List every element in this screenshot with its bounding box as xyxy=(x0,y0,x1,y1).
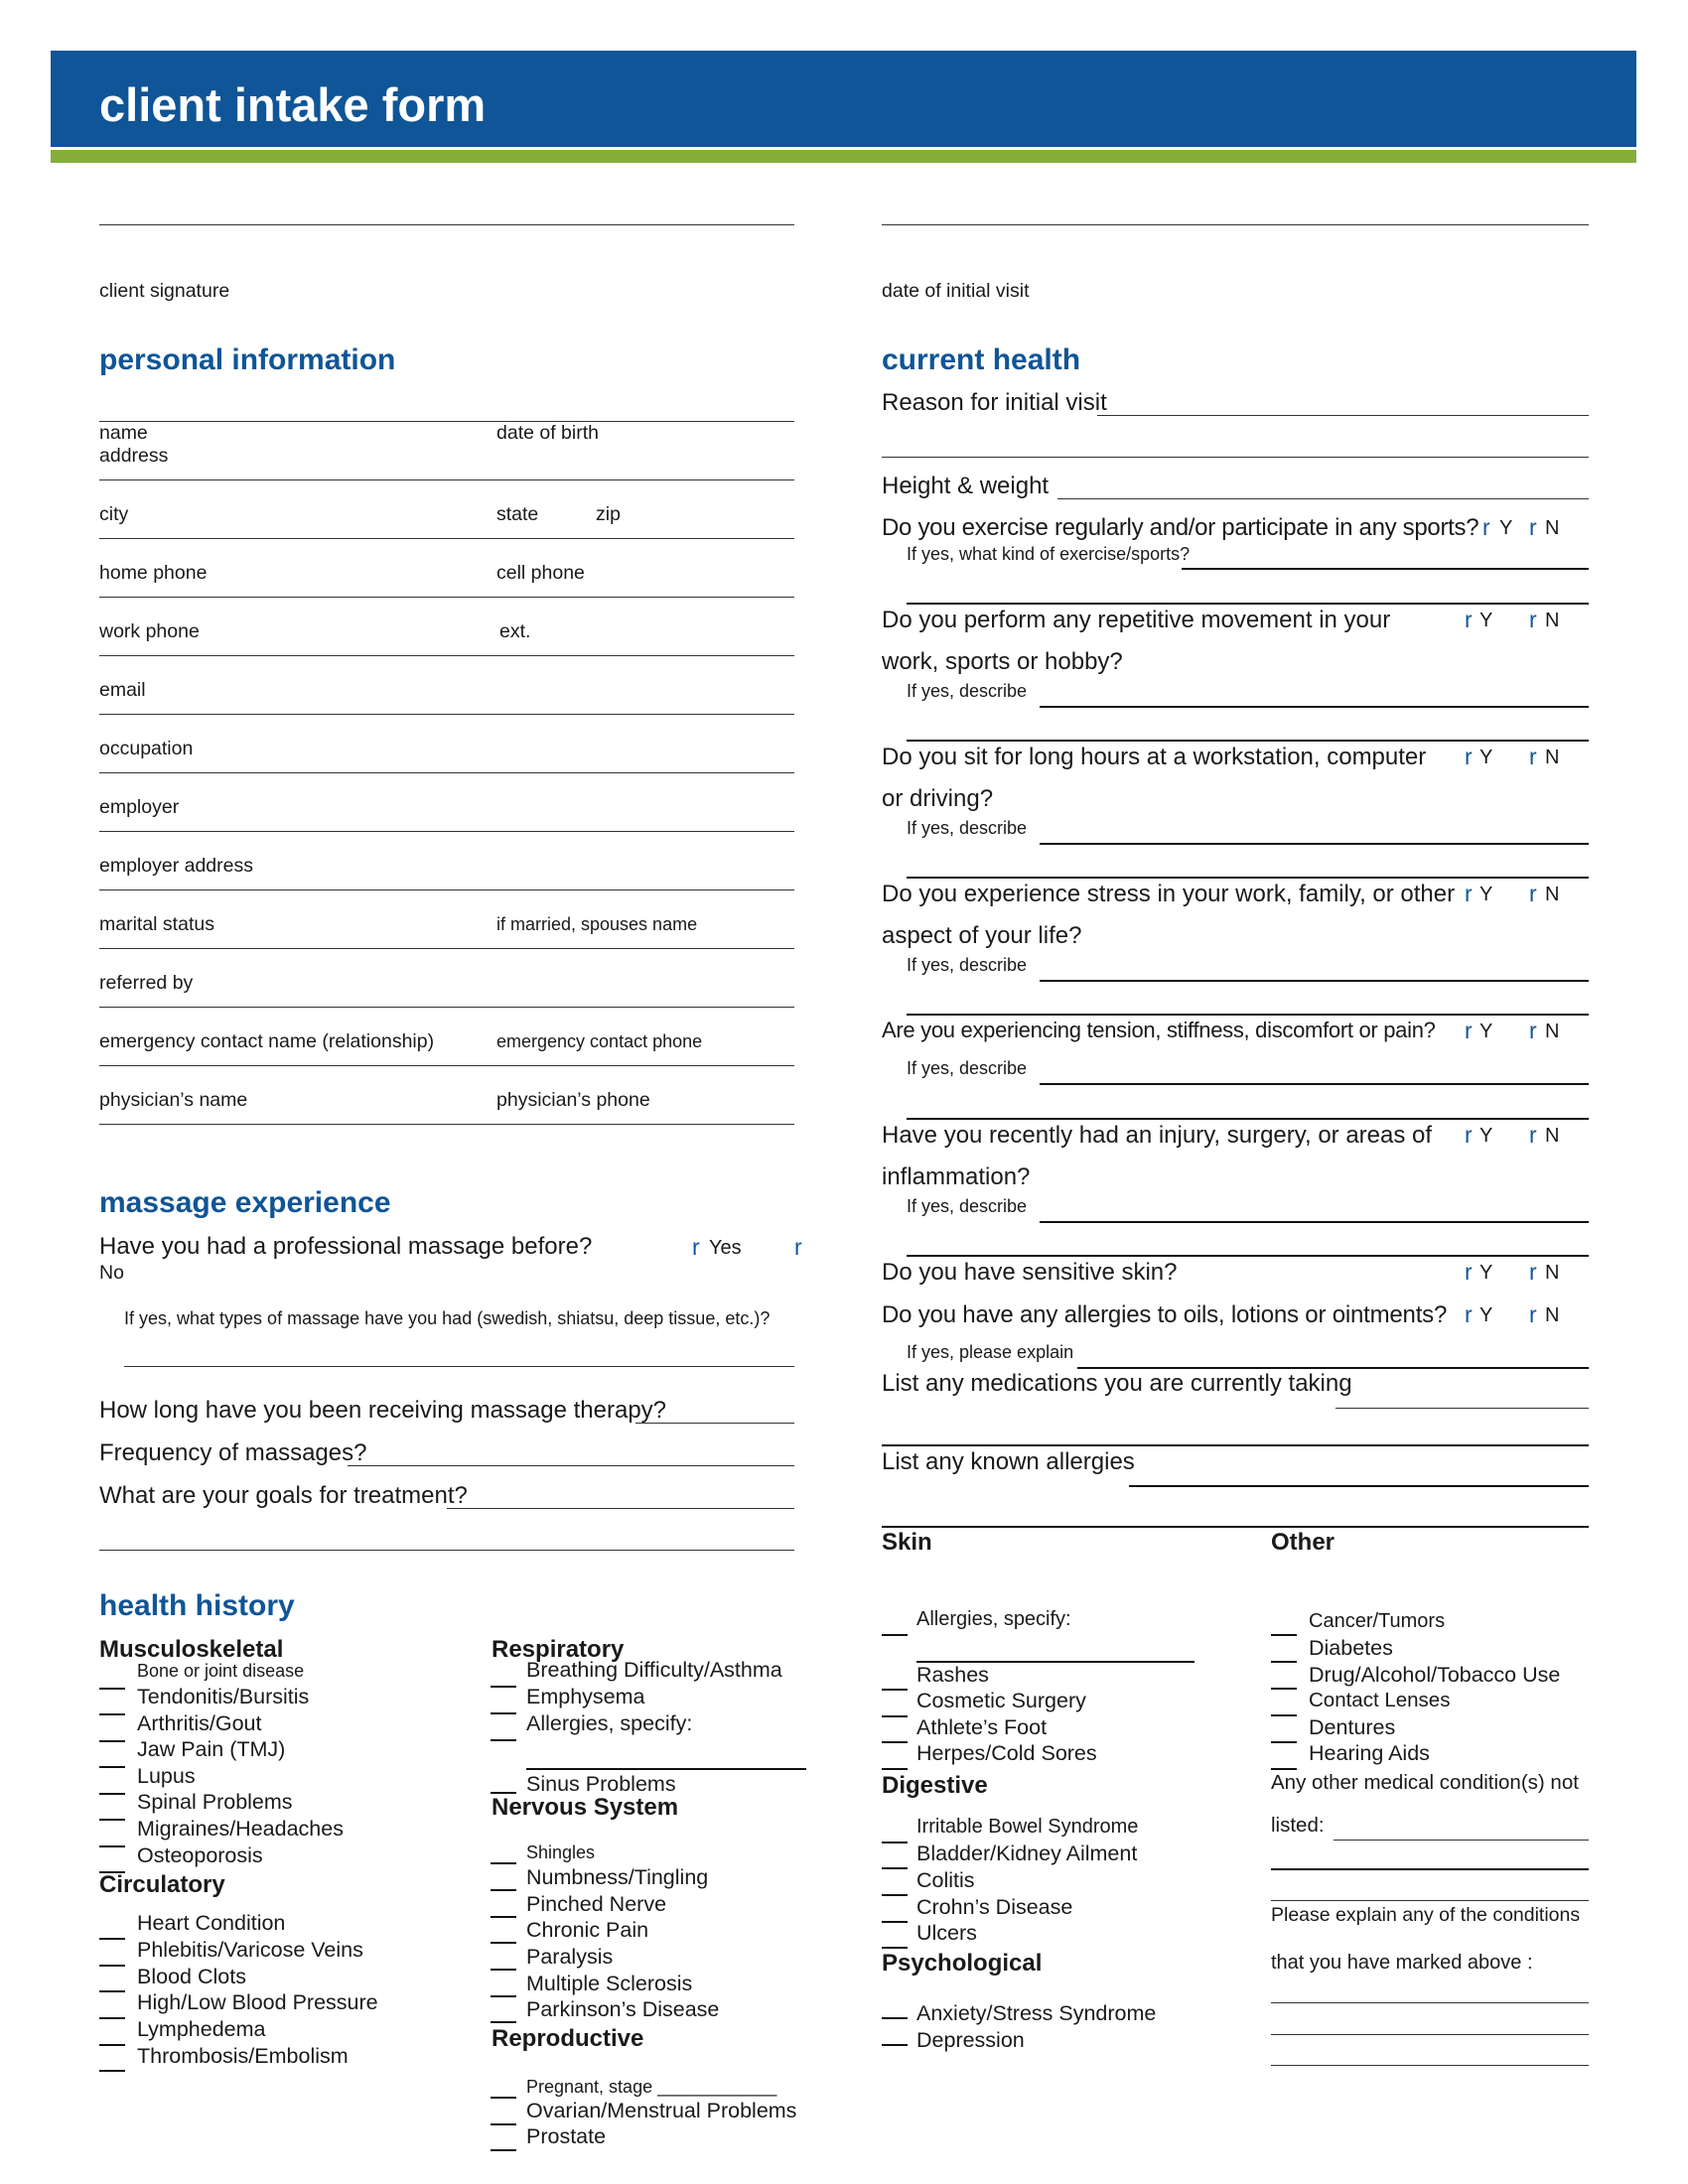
other-checkbox[interactable] xyxy=(1271,1661,1297,1663)
how-long-question: How long have you been receiving massage therapy? xyxy=(99,1397,667,1424)
skin-checkbox[interactable] xyxy=(882,1634,908,1636)
psychological-item: Depression xyxy=(916,2028,1025,2052)
respiratory-heading: Respiratory xyxy=(492,1636,625,1663)
nervous-heading: Nervous System xyxy=(492,1794,679,1821)
digestive-item: Irritable Bowel Syndrome xyxy=(916,1816,1139,1838)
skin-item: Athlete’s Foot xyxy=(916,1715,1048,1739)
oil-allergy-yes-checkbox[interactable]: r xyxy=(1465,1301,1473,1327)
reproductive-item: Ovarian/Menstrual Problems xyxy=(526,2099,797,2122)
circulatory-heading: Circulatory xyxy=(99,1871,225,1898)
nervous-item: Chronic Pain xyxy=(526,1918,649,1942)
other-item: Diabetes xyxy=(1309,1636,1393,1660)
tension-describe-line-2[interactable] xyxy=(907,1118,1589,1120)
tension-question: Are you experiencing tension, stiffness, discomfort or pain? xyxy=(882,1018,1436,1042)
stress-no-checkbox[interactable]: r xyxy=(1529,881,1537,906)
injury-no-label: N xyxy=(1545,1125,1560,1147)
sit-describe-prompt: If yes, describe xyxy=(907,818,1028,838)
injury-yes-checkbox[interactable]: r xyxy=(1465,1122,1473,1148)
health-history-heading: health history xyxy=(99,1589,295,1622)
other-item: Cancer/Tumors xyxy=(1309,1610,1446,1632)
musculo-item: Arthritis/Gout xyxy=(137,1711,262,1735)
injury-question: Have you recently had an injury, surgery, or areas of xyxy=(882,1122,1433,1149)
repetitive-no-label: N xyxy=(1545,610,1560,631)
exercise-yes-checkbox[interactable]: r xyxy=(1482,514,1490,540)
stress-describe-line[interactable] xyxy=(1040,980,1589,982)
circulatory-item: Blood Clots xyxy=(137,1965,246,1988)
repetitive-yes-label: Y xyxy=(1479,610,1493,631)
explain-line-3[interactable] xyxy=(1271,2065,1589,2066)
nervous-item: Numbness/Tingling xyxy=(526,1865,709,1889)
work-phone-label: work phone xyxy=(99,620,200,642)
exercise-kind-prompt: If yes, what kind of exercise/sports? xyxy=(907,544,1191,564)
digestive-item: Colitis xyxy=(916,1868,975,1892)
reason-line-2[interactable] xyxy=(882,457,1589,458)
respiratory-checkbox[interactable] xyxy=(491,1739,516,1741)
nervous-checkbox[interactable] xyxy=(491,1969,516,1971)
skin-item: Cosmetic Surgery xyxy=(916,1689,1086,1712)
goals-question: What are your goals for treatment? xyxy=(99,1482,468,1509)
zip-label: zip xyxy=(596,503,621,525)
frequency-line[interactable] xyxy=(348,1465,794,1466)
circulatory-item: Heart Condition xyxy=(137,1911,286,1935)
stress-describe-line-2[interactable] xyxy=(907,1014,1589,1016)
spouse-name-label: if married, spouses name xyxy=(496,914,698,934)
musculo-checkbox[interactable] xyxy=(99,1766,125,1768)
nervous-checkbox[interactable] xyxy=(491,1916,516,1918)
massage-types-prompt: If yes, what types of massage have you had (swedish, shiatsu, deep tissue, etc.)? xyxy=(124,1308,771,1328)
stress-question-2: aspect of your life? xyxy=(882,922,1082,949)
musculo-checkbox[interactable] xyxy=(99,1819,125,1821)
injury-describe-prompt: If yes, describe xyxy=(907,1196,1028,1216)
height-weight-line[interactable] xyxy=(1057,498,1589,499)
injury-no-checkbox[interactable]: r xyxy=(1529,1122,1537,1148)
other-condition-label: Any other medical condition(s) not xyxy=(1271,1771,1579,1794)
circulatory-checkbox[interactable] xyxy=(99,2017,125,2019)
musculo-item: Jaw Pain (TMJ) xyxy=(137,1737,286,1761)
marital-status-label: marital status xyxy=(99,913,214,935)
tension-describe-prompt: If yes, describe xyxy=(907,1058,1028,1078)
state-label: state xyxy=(496,503,539,525)
circulatory-item: Phlebitis/Varicose Veins xyxy=(137,1938,363,1962)
nervous-item: Pinched Nerve xyxy=(526,1892,667,1916)
physician-phone-label: physician’s phone xyxy=(496,1089,650,1111)
physician-name-label: physician’s name xyxy=(99,1089,248,1111)
skin-item: Allergies, specify: xyxy=(916,1608,1071,1630)
reproductive-item: Prostate xyxy=(526,2124,607,2148)
phone-line[interactable] xyxy=(99,597,794,598)
other-checkbox[interactable] xyxy=(1271,1714,1297,1716)
accent-band xyxy=(51,150,1636,163)
massage-before-question: Have you had a professional massage before? xyxy=(99,1233,593,1260)
massage-types-line[interactable] xyxy=(124,1366,794,1367)
other-checkbox[interactable] xyxy=(1271,1688,1297,1690)
address-line[interactable] xyxy=(99,479,794,480)
explain-label: Please explain any of the conditions xyxy=(1271,1904,1581,1926)
sit-question: Do you sit for long hours at a workstation, computer xyxy=(882,744,1427,770)
skin-checkbox[interactable] xyxy=(882,1715,908,1717)
psychological-checkbox[interactable] xyxy=(882,2017,908,2019)
repetitive-yes-checkbox[interactable]: r xyxy=(1465,607,1473,632)
dob-label: date of birth xyxy=(496,422,599,444)
form-title: client intake form xyxy=(99,78,487,131)
skin-no-checkbox[interactable]: r xyxy=(1529,1259,1537,1285)
musculo-item: Bone or joint disease xyxy=(137,1661,305,1681)
sit-question-2: or driving? xyxy=(882,785,994,812)
reason-question: Reason for initial visit xyxy=(882,389,1107,416)
tension-no-label: N xyxy=(1545,1021,1560,1042)
goals-line[interactable] xyxy=(447,1508,794,1509)
injury-question-2: inflammation? xyxy=(882,1163,1031,1190)
reproductive-item: Pregnant, stage ____________ xyxy=(526,2077,777,2097)
nervous-item: Paralysis xyxy=(526,1945,614,1969)
respiratory-allergies-line[interactable] xyxy=(526,1768,806,1770)
psychological-heading: Psychological xyxy=(882,1950,1043,1977)
musculo-checkbox[interactable] xyxy=(99,1688,125,1690)
other-item: Dentures xyxy=(1309,1715,1396,1739)
marital-line[interactable] xyxy=(99,948,794,949)
name-label: name xyxy=(99,422,148,444)
skin-no-label: N xyxy=(1545,1262,1560,1284)
address-label: address xyxy=(99,445,169,467)
digestive-checkbox[interactable] xyxy=(882,1921,908,1923)
psychological-checkbox[interactable] xyxy=(882,2044,908,2046)
reason-line[interactable] xyxy=(1097,415,1589,416)
oil-allergy-explain-line[interactable] xyxy=(1077,1367,1589,1369)
other-checkbox[interactable] xyxy=(1271,1768,1297,1770)
sensitive-skin-question: Do you have sensitive skin? xyxy=(882,1259,1178,1286)
massage-yes-label: Yes xyxy=(709,1237,742,1259)
occupation-line[interactable] xyxy=(99,772,794,773)
repetitive-describe-line-2[interactable] xyxy=(907,740,1589,742)
stress-yes-checkbox[interactable]: r xyxy=(1465,881,1473,906)
emergency-line[interactable] xyxy=(99,1065,794,1066)
musculo-item: Spinal Problems xyxy=(137,1790,293,1814)
exercise-no-checkbox[interactable]: r xyxy=(1529,514,1537,540)
nervous-checkbox[interactable] xyxy=(491,2021,516,2023)
skin-item: Herpes/Cold Sores xyxy=(916,1741,1097,1765)
circulatory-checkbox[interactable] xyxy=(99,1938,125,1940)
email-line[interactable] xyxy=(99,714,794,715)
respiratory-item: Allergies, specify: xyxy=(526,1711,693,1735)
other-condition-line[interactable] xyxy=(1334,1840,1589,1841)
skin-checkbox[interactable] xyxy=(882,1741,908,1743)
employer-line[interactable] xyxy=(99,831,794,832)
repetitive-question: Do you perform any repetitive movement in your xyxy=(882,607,1391,633)
explain-label-2: that you have marked above : xyxy=(1271,1952,1533,1974)
oil-allergy-yes-label: Y xyxy=(1479,1304,1493,1326)
signature-line[interactable] xyxy=(99,224,794,225)
circulatory-checkbox[interactable] xyxy=(99,1990,125,1992)
skin-heading: Skin xyxy=(882,1529,932,1556)
digestive-item: Ulcers xyxy=(916,1921,977,1945)
work-phone-line[interactable] xyxy=(99,655,794,656)
oil-allergy-explain-prompt: If yes, please explain xyxy=(907,1342,1074,1362)
other-heading: Other xyxy=(1271,1529,1336,1556)
physician-line[interactable] xyxy=(99,1124,794,1125)
skin-yes-label: Y xyxy=(1479,1262,1493,1284)
known-allergies-line[interactable] xyxy=(1129,1485,1589,1487)
nervous-item: Parkinson’s Disease xyxy=(526,1997,720,2021)
medications-line[interactable] xyxy=(1336,1408,1589,1409)
ext-label: ext. xyxy=(499,620,531,642)
occupation-label: occupation xyxy=(99,738,194,759)
other-condition-line-3[interactable] xyxy=(1271,1900,1589,1901)
explain-line-2[interactable] xyxy=(1271,2034,1589,2035)
respiratory-item: Sinus Problems xyxy=(526,1772,676,1796)
digestive-item: Crohn’s Disease xyxy=(916,1895,1073,1919)
current-health-heading: current health xyxy=(882,343,1081,376)
skin-checkbox[interactable] xyxy=(882,1689,908,1691)
circulatory-checkbox[interactable] xyxy=(99,2070,125,2072)
circulatory-checkbox[interactable] xyxy=(99,2044,125,2046)
repetitive-describe-prompt: If yes, describe xyxy=(907,681,1028,701)
circulatory-item: High/Low Blood Pressure xyxy=(137,1990,378,2014)
oil-allergy-question: Do you have any allergies to oils, lotions or ointments? xyxy=(882,1301,1448,1328)
employer-address-label: employer address xyxy=(99,855,253,877)
musculoskeletal-heading: Musculoskeletal xyxy=(99,1636,284,1663)
frequency-question: Frequency of massages? xyxy=(99,1439,367,1466)
nervous-checkbox[interactable] xyxy=(491,1862,516,1864)
oil-allergy-no-checkbox[interactable]: r xyxy=(1529,1301,1537,1327)
musculo-checkbox[interactable] xyxy=(99,1713,125,1715)
nervous-checkbox[interactable] xyxy=(491,1995,516,1997)
nervous-checkbox[interactable] xyxy=(491,1889,516,1891)
exercise-question: Do you exercise regularly and/or participate in any sports? xyxy=(882,514,1479,541)
exercise-yes-label: Y xyxy=(1499,517,1513,539)
sit-no-label: N xyxy=(1545,747,1560,768)
medications-line-2[interactable] xyxy=(882,1444,1589,1446)
exercise-kind-line[interactable] xyxy=(1182,568,1589,570)
home-phone-label: home phone xyxy=(99,562,208,584)
tension-yes-label: Y xyxy=(1479,1021,1493,1042)
reproductive-heading: Reproductive xyxy=(492,2025,644,2052)
massage-no-label: No xyxy=(99,1262,124,1284)
musculo-checkbox[interactable] xyxy=(99,1845,125,1847)
digestive-checkbox[interactable] xyxy=(882,1947,908,1949)
nervous-checkbox[interactable] xyxy=(491,1942,516,1944)
employer-label: employer xyxy=(99,796,180,818)
goals-line-2[interactable] xyxy=(99,1550,794,1551)
digestive-checkbox[interactable] xyxy=(882,1894,908,1896)
musculo-checkbox[interactable] xyxy=(99,1740,125,1742)
repetitive-describe-line[interactable] xyxy=(1040,706,1589,708)
other-checkbox[interactable] xyxy=(1271,1634,1297,1636)
exercise-no-label: N xyxy=(1545,517,1560,539)
injury-describe-line[interactable] xyxy=(1040,1221,1589,1223)
psychological-item: Anxiety/Stress Syndrome xyxy=(916,2001,1157,2025)
circulatory-checkbox[interactable] xyxy=(99,1965,125,1967)
stress-describe-prompt: If yes, describe xyxy=(907,955,1028,975)
sit-no-checkbox[interactable]: r xyxy=(1529,744,1537,769)
massage-yes-checkbox[interactable]: r xyxy=(692,1234,700,1260)
employer-address-line[interactable] xyxy=(99,889,794,890)
circulatory-item: Thrombosis/Embolism xyxy=(137,2044,349,2068)
sit-yes-checkbox[interactable]: r xyxy=(1465,744,1473,769)
digestive-item: Bladder/Kidney Ailment xyxy=(916,1842,1138,1865)
email-label: email xyxy=(99,679,146,701)
nervous-item: Shingles xyxy=(526,1843,596,1862)
massage-no-checkbox[interactable]: r xyxy=(794,1234,802,1260)
skin-yes-checkbox[interactable]: r xyxy=(1465,1259,1473,1285)
sit-describe-line-2[interactable] xyxy=(907,877,1589,879)
stress-no-label: N xyxy=(1545,884,1560,905)
other-checkbox[interactable] xyxy=(1271,1741,1297,1743)
referred-by-line[interactable] xyxy=(99,1007,794,1008)
emergency-phone-label: emergency contact phone xyxy=(496,1031,703,1051)
respiratory-checkbox[interactable] xyxy=(491,1712,516,1714)
other-item: Hearing Aids xyxy=(1309,1741,1430,1765)
tension-yes-checkbox[interactable]: r xyxy=(1465,1018,1473,1043)
other-item: Drug/Alcohol/Tobacco Use xyxy=(1309,1663,1561,1687)
circulatory-item: Lymphedema xyxy=(137,2017,266,2041)
oil-allergy-no-label: N xyxy=(1545,1304,1560,1326)
digestive-checkbox[interactable] xyxy=(882,1842,908,1843)
injury-yes-label: Y xyxy=(1479,1125,1493,1147)
medications-question: List any medications you are currently taking xyxy=(882,1370,1352,1397)
sit-describe-line[interactable] xyxy=(1040,843,1589,845)
sit-yes-label: Y xyxy=(1479,747,1493,768)
musculo-item: Tendonitis/Bursitis xyxy=(137,1685,310,1708)
musculo-item: Migraines/Headaches xyxy=(137,1817,344,1841)
skin-item: Rashes xyxy=(916,1663,989,1687)
other-item: Contact Lenses xyxy=(1309,1689,1451,1711)
initial-visit-date-label: date of initial visit xyxy=(882,280,1030,302)
stress-question: Do you experience stress in your work, family, or other xyxy=(882,881,1456,907)
client-signature-label: client signature xyxy=(99,280,230,302)
repetitive-question-2: work, sports or hobby? xyxy=(882,648,1123,675)
how-long-line[interactable] xyxy=(635,1423,794,1424)
musculo-item: Lupus xyxy=(137,1764,196,1788)
name-line[interactable] xyxy=(99,421,794,422)
known-allergies-question: List any known allergies xyxy=(882,1448,1135,1475)
respiratory-item: Breathing Difficulty/Asthma xyxy=(526,1658,782,1682)
repetitive-no-checkbox[interactable]: r xyxy=(1529,607,1537,632)
respiratory-item: Emphysema xyxy=(526,1685,645,1708)
respiratory-checkbox[interactable] xyxy=(491,1686,516,1688)
tension-describe-line[interactable] xyxy=(1040,1083,1589,1085)
cell-phone-label: cell phone xyxy=(496,562,585,584)
musculo-item: Osteoporosis xyxy=(137,1843,263,1867)
digestive-checkbox[interactable] xyxy=(882,1867,908,1869)
personal-info-heading: personal information xyxy=(99,343,396,376)
city-label: city xyxy=(99,503,129,525)
emergency-name-label: emergency contact name (relationship) xyxy=(99,1030,435,1052)
tension-no-checkbox[interactable]: r xyxy=(1529,1018,1537,1043)
other-condition-line-2[interactable] xyxy=(1271,1868,1589,1870)
city-line[interactable] xyxy=(99,538,794,539)
massage-heading: massage experience xyxy=(99,1186,391,1219)
reproductive-checkbox[interactable] xyxy=(491,2123,516,2125)
exercise-kind-line-2[interactable] xyxy=(907,603,1589,605)
explain-line[interactable] xyxy=(1271,2002,1589,2003)
height-weight-question: Height & weight xyxy=(882,473,1050,499)
other-condition-label-2: listed: xyxy=(1271,1814,1325,1837)
skin-checkbox[interactable] xyxy=(882,1768,908,1770)
nervous-item: Multiple Sclerosis xyxy=(526,1972,693,1995)
reproductive-checkbox[interactable] xyxy=(491,2149,516,2151)
musculo-checkbox[interactable] xyxy=(99,1793,125,1795)
referred-by-label: referred by xyxy=(99,972,194,994)
injury-describe-line-2[interactable] xyxy=(907,1255,1589,1257)
known-allergies-line-2[interactable] xyxy=(882,1526,1589,1528)
reproductive-checkbox[interactable] xyxy=(491,2097,516,2099)
stress-yes-label: Y xyxy=(1479,884,1493,905)
digestive-heading: Digestive xyxy=(882,1772,988,1799)
initial-visit-date-line[interactable] xyxy=(882,224,1589,225)
